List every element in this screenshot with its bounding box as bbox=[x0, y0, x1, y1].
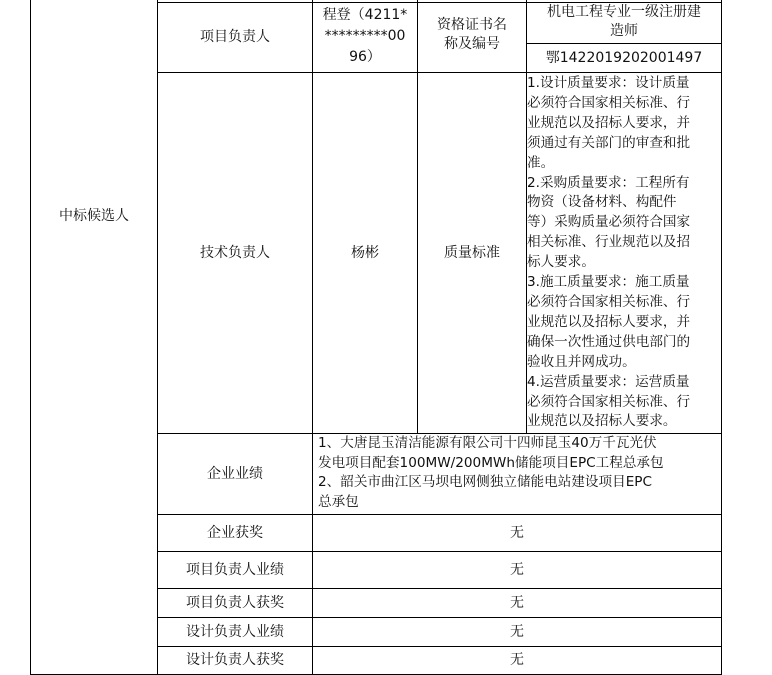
quality-line: 准。 bbox=[527, 154, 555, 171]
quality-label-cell bbox=[418, 73, 526, 433]
quality-line: 4.运营质量要求：运营质量 bbox=[527, 373, 690, 390]
cert-name-line: 造师 bbox=[610, 23, 638, 39]
project-manager-name-line: *********00 bbox=[324, 28, 406, 44]
project-manager-label: 项目负责人 bbox=[200, 29, 270, 45]
project-manager-label-cell bbox=[158, 3, 312, 72]
row-value-cell bbox=[313, 618, 721, 646]
project-manager-name-cell bbox=[313, 5, 417, 72]
pm-awards-label: 项目负责人获奖 bbox=[186, 594, 284, 611]
table-border-right bbox=[721, 0, 722, 675]
cert-number-cell bbox=[527, 44, 721, 72]
row-label-cell bbox=[158, 552, 312, 588]
group-label: 中标候选人 bbox=[59, 208, 129, 224]
project-manager-name-line: 程登（4211* bbox=[322, 7, 408, 23]
company-performance-label-cell bbox=[158, 434, 312, 514]
pm-awards-value: 无 bbox=[510, 594, 524, 611]
quality-line: 确保一次性通过供电部门的 bbox=[527, 333, 691, 350]
technical-lead-name-cell bbox=[313, 73, 417, 433]
design-lead-awards-label: 设计负责人获奖 bbox=[186, 652, 284, 668]
cert-name-line: 机电工程专业一级注册建 bbox=[547, 4, 701, 20]
quality-line: 必须符合国家相关标准、行 bbox=[527, 393, 691, 410]
company-awards-label: 企业获奖 bbox=[207, 524, 263, 541]
quality-line: 标人要求。 bbox=[527, 254, 595, 271]
quality-label: 质量标准 bbox=[444, 244, 500, 261]
performance-line: 2、韶关市曲江区马坝电网侧独立储能电站建设项目EPC bbox=[318, 474, 652, 490]
row-label-cell bbox=[158, 647, 312, 674]
quality-line: 必须符合国家相关标准、行 bbox=[527, 94, 691, 111]
design-lead-performance-label: 设计负责人业绩 bbox=[186, 623, 284, 640]
design-lead-performance-value: 无 bbox=[510, 623, 524, 640]
design-lead-awards-value: 无 bbox=[510, 652, 524, 668]
quality-line: 须通过有关部门的审查和批 bbox=[527, 134, 691, 151]
quality-line: 2.采购质量要求：工程所有 bbox=[527, 174, 690, 191]
cert-label-cell bbox=[418, 16, 526, 72]
project-manager-name-line: 96） bbox=[349, 49, 381, 65]
technical-lead-label-cell bbox=[158, 73, 312, 433]
row-label-cell bbox=[158, 589, 312, 617]
row-label-cell bbox=[158, 618, 312, 646]
quality-line: 3.施工质量要求：施工质量 bbox=[527, 274, 690, 291]
quality-standard-text bbox=[527, 74, 721, 432]
quality-line: 验收且并网成功。 bbox=[527, 353, 636, 370]
quality-line: 等）采购质量必须符合国家 bbox=[527, 214, 691, 231]
quality-line: 业规范以及招标人要求，并 bbox=[527, 114, 691, 131]
quality-line: 必须符合国家相关标准、行 bbox=[527, 293, 691, 310]
quality-line: 相关标准、行业规范以及招 bbox=[527, 234, 691, 251]
cert-number: 鄂1422019202001497 bbox=[545, 49, 703, 66]
technical-lead-label: 技术负责人 bbox=[200, 244, 270, 261]
pm-performance-value: 无 bbox=[510, 561, 524, 578]
row-value-cell bbox=[313, 647, 721, 674]
company-performance-label: 企业业绩 bbox=[207, 465, 263, 482]
company-performance-text bbox=[318, 434, 720, 514]
performance-line: 总承包 bbox=[318, 493, 359, 510]
group-label-cell bbox=[31, 0, 157, 433]
cert-name-cell bbox=[527, 3, 721, 43]
quality-line: 业规范以及招标人要求，并 bbox=[527, 313, 691, 330]
technical-lead-name: 杨彬 bbox=[351, 244, 379, 261]
row-value-cell bbox=[313, 552, 721, 588]
row-value-cell bbox=[313, 515, 721, 551]
quality-line: 1.设计质量要求：设计质量 bbox=[527, 75, 690, 91]
performance-line: 1、大唐昆玉清洁能源有限公司十四师昆玉40万千瓦光伏 bbox=[318, 435, 657, 451]
cert-label-line: 称及编号 bbox=[444, 36, 500, 52]
quality-line: 业规范以及招标人要求。 bbox=[527, 413, 677, 430]
pm-performance-label: 项目负责人业绩 bbox=[186, 561, 284, 578]
performance-line: 发电项目配套100MW/200MWh储能项目EPC工程总承包 bbox=[318, 454, 664, 471]
quality-line: 物资（设备材料、构配件 bbox=[527, 194, 677, 211]
row-value-cell bbox=[313, 589, 721, 617]
cert-label-line: 资格证书名 bbox=[437, 17, 507, 33]
row-label-cell bbox=[158, 515, 312, 551]
company-awards-value: 无 bbox=[510, 524, 524, 541]
